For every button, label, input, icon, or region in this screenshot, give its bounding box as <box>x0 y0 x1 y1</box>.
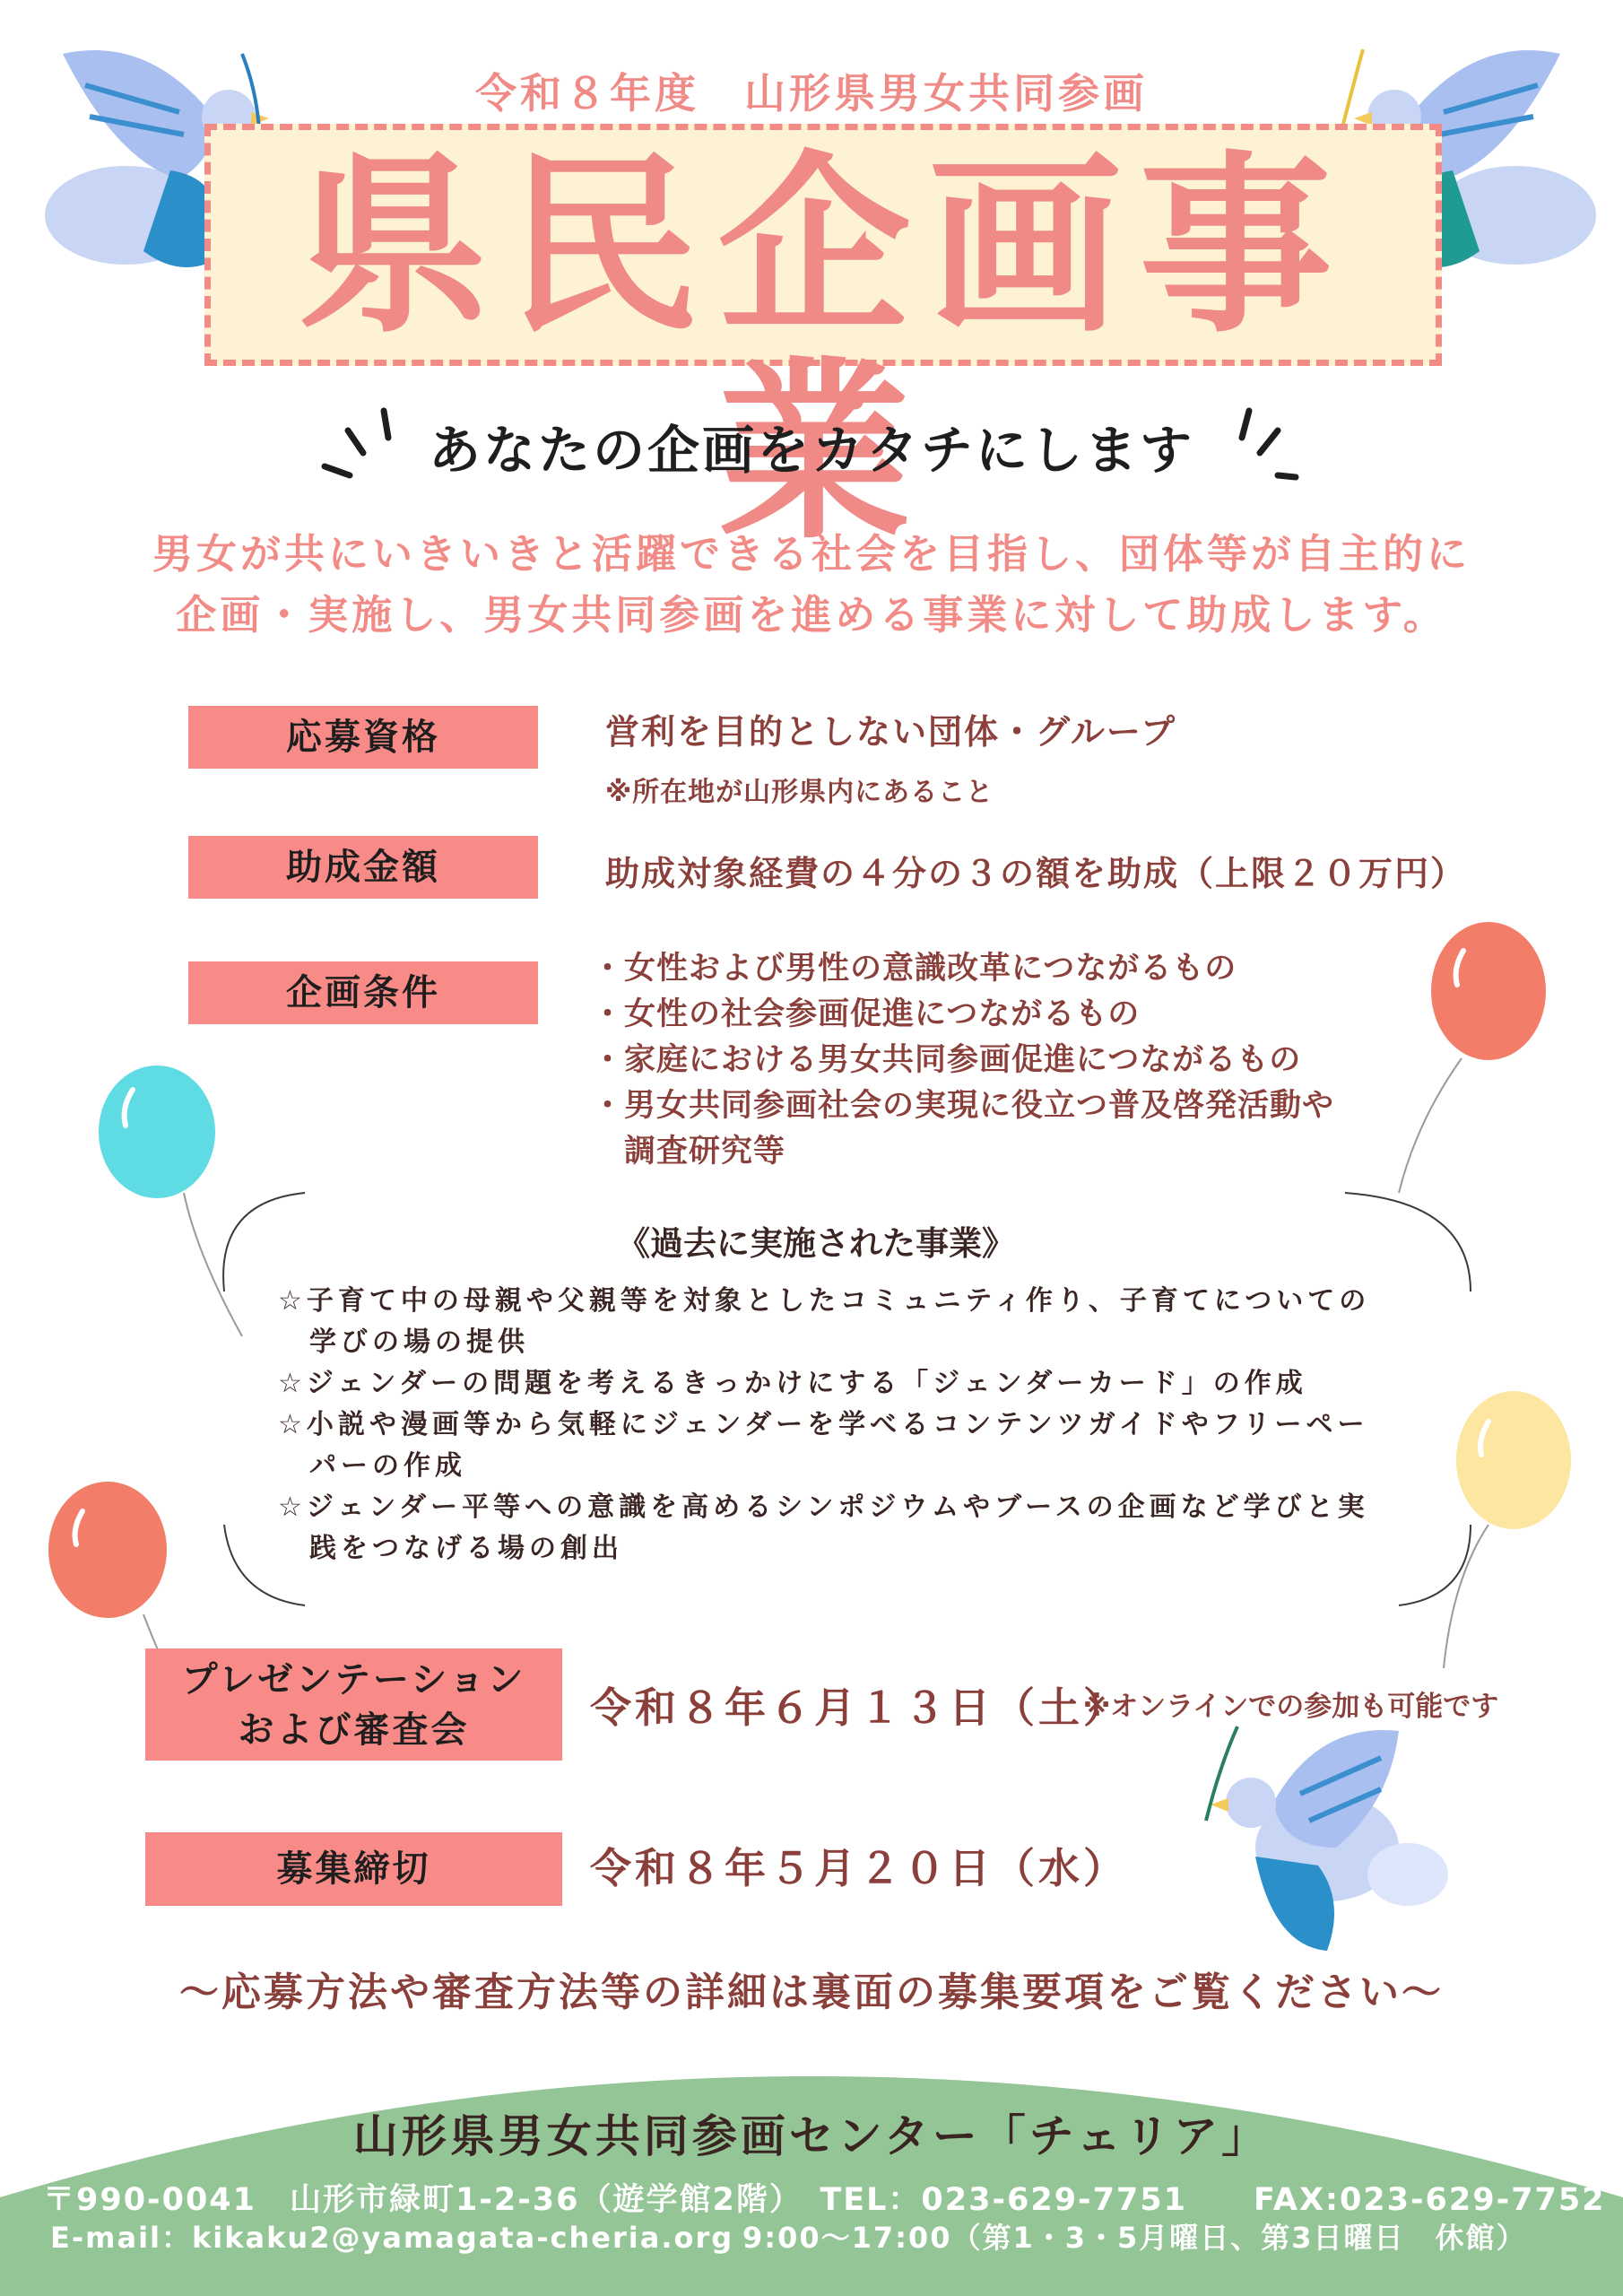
dove-bottom-right-icon <box>1206 1726 1448 1951</box>
past-projects-list <box>278 1281 1435 1570</box>
email-link[interactable]: E-mail：kikaku2@yamagata-cheria.org <box>50 2221 734 2255</box>
past-project-line: ☆ジェンダーの問題を考えるきっかけにする「ジェンダーカード」の作成 <box>278 1368 1307 1399</box>
bracket-top-right <box>1345 1193 1471 1292</box>
deadline-date: 令和８年５月２０日（水） <box>590 1844 1128 1892</box>
condition-item: ・家庭における男女共同参画促進につながるもの <box>592 1042 1302 1078</box>
eligibility-value: 営利を目的としない団体・グループ <box>605 712 1176 752</box>
condition-item: 調査研究等 <box>592 1134 786 1170</box>
balloon-yellow-icon <box>1444 1391 1571 1668</box>
intro-line: 企画・実施し、男女共同参画を進める事業に対して助成します。 <box>176 591 1447 639</box>
conditions-label: 企画条件 <box>188 961 538 1024</box>
details-note: 〜応募方法や審査方法等の詳細は裏面の募集要項をご覧ください〜 <box>179 1970 1444 2015</box>
presentation-note: ※オンラインでの参加も可能です <box>1083 1691 1499 1723</box>
condition-item: ・女性の社会参画促進につながるもの <box>592 996 1141 1032</box>
condition-item: ・女性および男性の意識改革につながるもの <box>592 951 1237 987</box>
opening-hours: 9:00〜17:00（第1・3・5月曜日、第3日曜日 休館） <box>742 2221 1527 2255</box>
past-project-line: ☆ジェンダー平等への意識を高めるシンポジウムやブースの企画など学びと実 <box>278 1492 1369 1523</box>
deadline-label: 募集締切 <box>145 1832 562 1906</box>
past-project-line: 学びの場の提供 <box>278 1326 529 1358</box>
bracket-top-left <box>223 1193 305 1292</box>
address-line: 〒990-0041 山形市緑町1-2-36（遊学館2階） TEL：023-629-7751 FAX:023-629-7752 <box>43 2182 1606 2218</box>
intro-line: 男女が共にいきいきと活躍できる社会を目指し、団体等が自主的に <box>152 530 1471 578</box>
eligibility-note: ※所在地が山形県内にあること <box>605 777 994 808</box>
past-project-line: 践をつなげる場の創出 <box>278 1533 623 1564</box>
eligibility-label: 応募資格 <box>188 706 538 769</box>
past-project-line: ☆小説や漫画等から気軽にジェンダーを学べるコンテンツガイドやフリーペー <box>278 1409 1369 1440</box>
balloon-coral-right-icon <box>1399 922 1546 1193</box>
page-title: 県民企画事業 <box>296 134 1350 565</box>
grant-value: 助成対象経費の４分の３の額を助成（上限２０万円） <box>605 854 1467 893</box>
balloon-teal-icon <box>99 1065 242 1336</box>
organization-name: 山形県男女共同参画センター「チェリア」 <box>352 2110 1271 2162</box>
past-project-line: ☆子育て中の母親や父親等を対象としたコミュニティ作り、子育てについての <box>278 1285 1371 1317</box>
presentation-label-line: および審査会 <box>238 1709 470 1751</box>
presentation-label-line: プレゼンテーション <box>181 1658 526 1700</box>
conditions-list <box>592 946 1334 1175</box>
condition-item: ・男女共同参画社会の実現に役立つ普及啓発活動や <box>592 1088 1335 1124</box>
presentation-date: 令和８年６月１３日（土） <box>590 1683 1128 1732</box>
presentation-label <box>145 1648 562 1761</box>
tagline: あなたの企画をカタチにします <box>428 420 1194 481</box>
past-project-line: パーの作成 <box>278 1450 466 1482</box>
grant-label: 助成金額 <box>188 836 538 899</box>
past-projects-title: 《過去に実施された事業》 <box>617 1224 1015 1263</box>
event-subtitle: 令和８年度 山形県男女共同参画 <box>475 69 1148 117</box>
intro-text <box>108 524 1515 646</box>
